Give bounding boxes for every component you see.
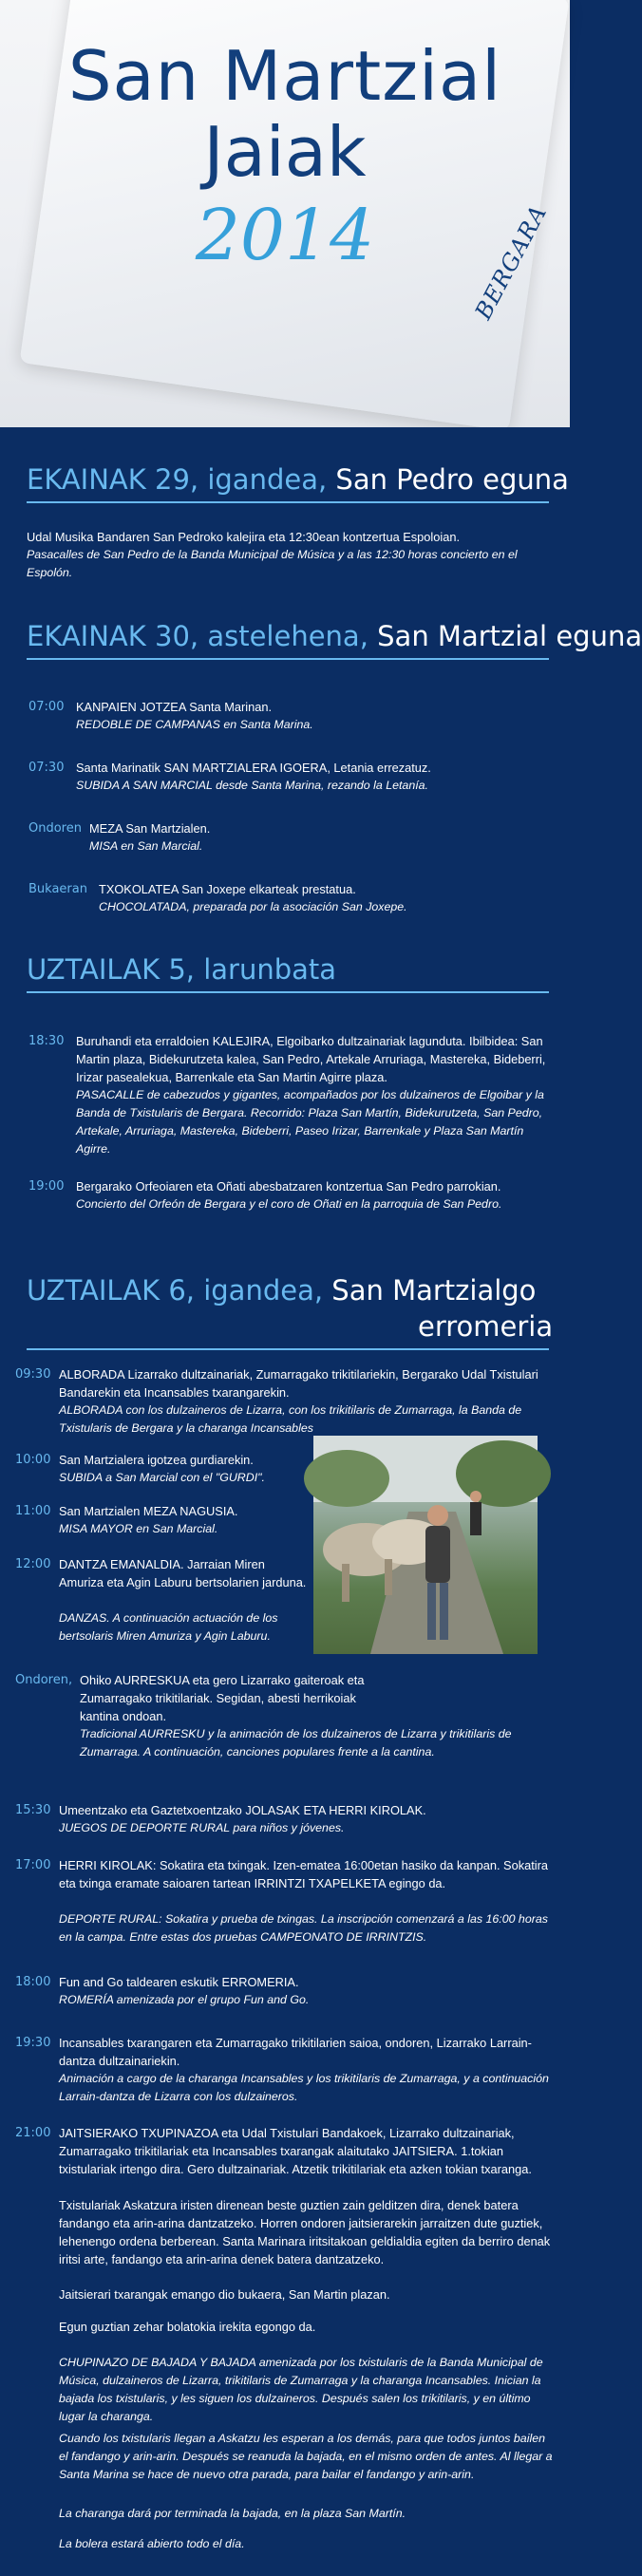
event-text-es: DANZAS. A continuación actuación de los bertsolaris Miren Amuriza y Agin Laburu. [59,1611,278,1643]
header-banner [0,0,570,427]
event-text-es: MISA MAYOR en San Marcial. [59,1522,218,1535]
event-text: Ohiko AURRESKUA eta gero Lizarrako gaiteroak eta Zumarragako trikitilariak. Segidan, abesti herrikoiak kantina ondoan. [80,1673,365,1723]
event-time: 19:00 [28,1179,65,1194]
event-text-continued: Jaitsierari txarangak emango dio bukaera, San Martin plazan. [59,2287,390,2302]
event-text: Incansables txarangaren eta Zumarragako trikitilarien saioa, ondoren, Lizarrako Larrain-dantza dultzainariekin. [59,2036,532,2068]
event-text: Bergarako Orfeoiaren eta Oñati abesbatzaren kontzertua San Pedro parrokian. [76,1179,501,1194]
event-text-continued: Egun guztian zehar bolatokia irekita egongo da. [59,2320,316,2334]
event-time: 09:30 [15,1367,51,1382]
event-text-es: SUBIDA A SAN MARCIAL desde Santa Marina, rezando la Letanía. [76,779,428,792]
event-text: San Martzialen MEZA NAGUSIA. [59,1504,238,1518]
event-text-es: MISA en San Marcial. [89,839,203,853]
event-text-es: Tradicional AURRESKU y la animación de los dulzaineros de Lizarra y trikitilaris de Zumarraga. A continuación, canciones populares frente a la cantina. [80,1727,512,1758]
event-text-es: La charanga dará por terminada la bajada, en la plaza San Martín. [59,2507,406,2520]
event-text-es: ROMERÍA amenizada por el grupo Fun and Go. [59,1993,310,2006]
event-text: TXOKOLATEA San Joxepe elkarteak prestatua. [99,882,356,896]
heading-underline [27,658,549,660]
event-text: ALBORADA Lizarrako dultzainariak, Zumarragako trikitilariekin, Bergarako Udal Txistulari Bandarekin eta Incansables txarangarekin. [59,1367,538,1400]
event-time: 10:00 [15,1453,51,1467]
event-text: KANPAIEN JOTZEA Santa Marinan. [76,700,273,714]
oxen-cart-illustration [313,1436,538,1654]
event-time: Bukaeran [28,882,87,896]
heading-underline [27,991,549,993]
event-time: 15:30 [15,1803,51,1817]
event-time: Ondoren, [15,1673,73,1687]
section-text: Udal Musika Bandaren San Pedroko kalejira eta 12:30ean kontzertua Espoloian. [27,530,461,544]
bergara-stamp: BERGARA [469,200,553,324]
year-label: 2014 [195,195,375,276]
event-text-es: REDOBLE DE CAMPANAS en Santa Marina. [76,718,313,731]
event-time: 07:30 [28,761,65,775]
event-text: HERRI KIROLAK: Sokatira eta txingak. Izen-ematea 16:00etan hasiko da kanpan. Sokatira eta txinga eramate saioaren tartean IRRINTZI TXAPELKETA egingo da. [59,1858,549,1890]
event-text: San Martzialera igotzea gurdiarekin. [59,1453,254,1467]
event-text-es: DEPORTE RURAL: Sokatira y prueba de txingas. La inscripción comenzará a las 16:00 horas en la campa. Entre estas dos pruebas CAMPEONATO DE IRRINTZIS. [59,1912,548,1944]
event-text-continued: Txistulariak Askatzura iristen direnean beste guztien zain gelditzen dira, denek batera fandango eta arin-arina dantzatzeko. Horren ondoren jaitsierarekin jarraitzen dute guztiek, lehenengo ordena berberean. Santa Marinara iritsitakoan geldialdia egiten da berriro denak iritsi arte, fandango eta arin-arina denek batera dantzatzeko. [59,2198,551,2266]
event-time: 19:30 [15,2036,51,2050]
oxen-cart-photo [313,1436,538,1654]
event-time: 21:00 [15,2126,51,2140]
event-text-es: ALBORADA con los dulzaineros de Lizarra, con los trikitilaris de Zumarraga, la Banda de Txistularis de Bergara y la charanga Incansables [59,1403,522,1435]
section-heading-july-6-line2: erromeria [418,1310,554,1343]
event-text-es: Cuando los txistularis llegan a Askatzu les esperan a los demás, para que todos juntos bailen el fandango y arin-arin. Después se reanuda la bajada, en el mismo orden de antes. Al llegar a Santa Marina se hace de nuevo otra parada, para bailar el fandango y arin-arin. [59,2432,553,2481]
event-text-es: La bolera estará abierto todo el día. [59,2537,245,2550]
event-text: MEZA San Martzialen. [89,821,211,836]
page-title-line1: San Martzial [67,36,502,116]
event-time: 11:00 [15,1504,51,1518]
event-text-es: Animación a cargo de la charanga Incansables y los trikitilaris de Zumarraga, y a continuación Larrain-dantza de Lizarra con los dulzaineros. [59,2072,549,2103]
event-text: Umeentzako eta Gaztetxoentzako JOLASAK ETA HERRI KIROLAK. [59,1803,426,1817]
event-time: 07:00 [28,700,65,714]
event-text: Santa Marinatik SAN MARTZIALERA IGOERA, Letania errezatuz. [76,761,431,775]
event-text-es: JUEGOS DE DEPORTE RURAL para niños y jóvenes. [59,1821,345,1834]
event-time: 18:30 [28,1034,65,1048]
event-time: 18:00 [15,1975,51,1989]
heading-underline [27,1348,549,1350]
page-title-line2: Jaiak [203,112,367,192]
section-text-es: Pasacalles de San Pedro de la Banda Municipal de Música y a las 12:30 horas concierto en el Espolón. [27,548,518,579]
event-text-es: Concierto del Orfeón de Bergara y el coro de Oñati en la parroquia de San Pedro. [76,1197,502,1211]
event-text-es: PASACALLE de cabezudos y gigantes, acompañados por los dulzaineros de Elgoibar y la Banda de Txistularis de Bergara. Recorrido: Plaza San Martín, Bidekurutzeta, San Pedro, Artekale, Arruriaga, Mastereka, Bideberri, Paseo Irizar, Barrenkale y Plaza San Martín Agirre. [76,1088,544,1156]
section-heading-july-6: UZTAILAK 6, igandea, San Martzialgo [27,1274,537,1307]
event-text-es: SUBIDA a San Marcial con el "GURDI". [59,1471,265,1484]
event-text: JAITSIERAKO TXUPINAZOA eta Udal Txistulari Bandakoek, Lizarrako dultzainariak, Zumarragako trikitilariak eta Incansables txarangak alaitutako JAITSIERA. 1.tokian txistulariak irtengo dira. Gero dultzainariak. Atzetik trikitilariak eta azken tokian txaranga. [59,2126,532,2176]
event-time: 17:00 [15,1858,51,1872]
event-text-es: CHUPINAZO DE BAJADA Y BAJADA amenizada por los txistularis de la Banda Municipal de Música, dulzaineros de Lizarra, trikitilaris de Zumarraga y la charanga Incansables. Inician la bajada los txistularis, y les siguen los dulzaineros. Después salen los trikitilaris, y en último lugar la charanga. [59,2356,543,2423]
event-text: Fun and Go taldearen eskutik ERROMERIA. [59,1975,299,1989]
event-time: Ondoren [28,821,82,836]
event-text-es: CHOCOLATADA, preparada por la asociación San Joxepe. [99,900,407,913]
event-text: DANTZA EMANALDIA. Jarraian Miren Amuriza eta Agin Laburu bertsolarien jarduna. [59,1557,307,1589]
event-text: Buruhandi eta erraldoien KALEJIRA, Elgoibarko dultzainariak lagunduta. Ibilbidea: San Martin plaza, Bidekurutzeta kalea, San Pedro, Artekale Arruriaga, Mastereka, Bideberri, Irizar pasealekua, Barrenkale eta San Martin Agirre plaza. [76,1034,546,1084]
section-heading-june-29: EKAINAK 29, igandea, San Pedro eguna [27,463,569,496]
heading-underline [27,501,549,503]
section-heading-july-5: UZTAILAK 5, larunbata [27,953,337,986]
event-time: 12:00 [15,1557,51,1571]
section-heading-june-30: EKAINAK 30, astelehena, San Martzial eguna [27,620,642,652]
